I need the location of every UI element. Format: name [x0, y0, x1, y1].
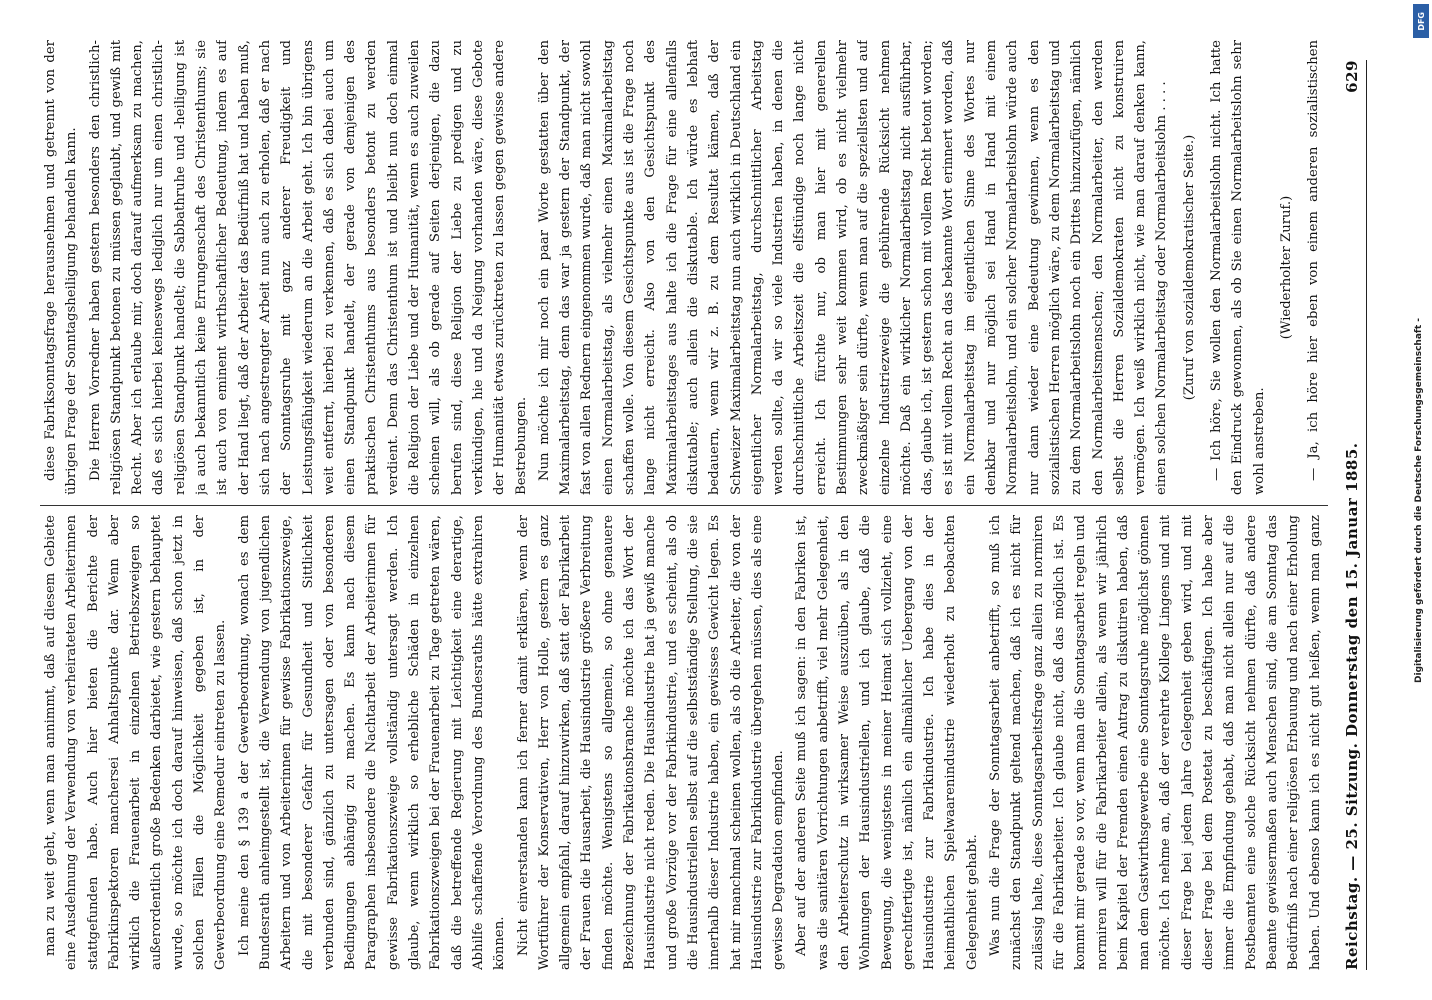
- paragraph: Nun möchte ich mir noch ein paar Worte gestatten über den Maximalarbeitstag, denn das war ja gestern der Standpunkt, der fast von allen Rednern eingenommen wurde, daß man nicht sowohl einen Normalarbeitstag, als vielmehr einen Maximalarbeitstag schaffen wolle. Von diesem Gesichtspunkte aus ist die Frage noch lange nicht erreicht. Also von den Gesichtspunkt des Maximalarbeitstages aus halte ich die Frage für eine allenfalls diskutable; auch allein die diskutable. Ich würde es lebhaft bedauern, wenn wir z. B. zu dem Resultat kämen, daß der Schweizer Maximalarbeitstag nun auch wirklich in Deutschland ein eigentlicher Normalarbeitstag, durchschnittlicher Arbeitstag werden sollte, da wir so viele Industrien haben, in denen die durchschnittliche Arbeitszeit die elfstündige noch lange nicht erreicht. Ich fürchte nur, ob man hier mit generellen Bestimmungen sehr weit kommen wird, ob es nicht vielmehr zweckmäßiger sein dürfte, wenn man auf die speziellsten und auf einzelne Industriezweige die gebührende Rücksicht nehmen möchte. Daß ein wirklicher Normalarbeitstag nicht ausführbar, das, glaube ich, ist gestern schon mit vollem Recht betont worden; es ist mit vollem Recht an das bekannte Wort erinnert worden, daß ein Normalarbeitstag im eigentlichen Sinne des Wortes nur denkbar und nur möglich sei Hand in Hand mit einem Normalarbeitslohn, und ein solcher Normalarbeitslohn würde auch nur dann wieder eine Bedeutung gewinnen, wenn es den sozialistischen Herren möglich wäre, zu dem Normalarbeitstag und zu dem Normalarbeitslohn noch ein Drittes hinzuzufügen, nämlich den Normalarbeitsmenschen; den Normalarbeiter, den werden selbst die Herren Sozialdemokraten nicht zu konstruiren vermögen. Ich weiß wirklich nicht, wie man darauf denken kann, einen solchen Normalarbeitstag oder Normalarbeitslohn . . . .: [536, 40, 1170, 495]
- page-number: 629: [1343, 60, 1361, 93]
- paragraph: man zu weit geht, wenn man annimmt, daß auf diesem Gebiete eine Ausdehnung der Verwendung von verheirateten Arbeiterinnen stattgefunden habe. Auch hier bieten die Berichte der Fabrikinspektoren manchersei Anhaltspunkte dar. Wenn aber wirklich die Frauenarbeit in einzelnen Betriebszweigen so außerordentlich große Bedenken darbietet, wie gestern behauptet wurde, so möchte ich doch darauf hinweisen, daß schon jetzt in solchen Fällen die Möglichkeit gegeben ist, in der Gewerbeordnung eine Remedur eintreten zu lassen.: [43, 515, 229, 970]
- running-header: [1338, 60, 1367, 970]
- digitization-note: Digitalisierung gefördert durch die Deutsche Forschungsgemeinschaft -: [1414, 317, 1424, 683]
- paragraph: diese Fabriksonntagsfrage herausnehmen und getrennt von der übrigen Frage der Sonntagsheiligung behandeln kann.: [43, 40, 80, 495]
- interjection: (Zuruf von sozialdemokratischer Seite.): [1181, 134, 1197, 401]
- paragraph: — Ja, ich höre hier eben von einem anderen sozialistischen: [1306, 40, 1322, 481]
- running-title: Reichstag. — 25. Sitzung. Donnerstag den 15. Januar 1885.: [1343, 442, 1361, 970]
- paragraph: — Ich höre, Sie wollen den Normalarbeitslohn nicht. Ich hatte den Eindruck gewonnen, als ob Sie einen Normalarbeitslohn sehr wohl anstreben.: [1209, 40, 1267, 495]
- column-divider: [40, 505, 1328, 506]
- paragraph: Die Herren Vorredner haben gestern besonders den christlich-religiösen Standpunkt betonen zu müssen geglaubt, und gewiß mit Recht. Aber ich erlaube mir, doch darauf aufmerksam zu machen, daß es sich hierbei keineswegs lediglich nur um einen christlich-religiösen Standpunkt handelt; die Sabbathruhe und -heiligung ist ja auch bekanntlich keine Errungenschaft des Christenthums; sie ist auch von eminent wirthschaftlicher Bedeutung, indem es auf der Hand liegt, daß der Arbeiter das Bedürfniß hat und haben muß, sich nach angestrengter Arbeit nun auch zu erholen, daß er nach der Sonntagsruhe mit ganz anderer Freudigkeit und Leistungsfähigkeit wiederum an die Arbeit geht. Ich bin übrigens weit entfernt, hierbei zu verkennen, daß es sich dabei auch um einen Standpunkt handelt, der gerade von demjenigen des praktischen Christenthums aus besonders betont zu werden verdient. Denn das Christenthum ist und bleibt nun doch einmal die Religion der Liebe und der Humanität, wenn es auch zuweilen scheinen will, als ob gerade auf Seiten derjenigen, die dazu berufen sind, diese Religion der Liebe zu predigen und zu verkündigen, hie und da Neigung vorhanden wäre, diese Gebote der Humanität etwas zurücktreten zu lassen gegen gewisse andere Bestrebungen.: [87, 40, 529, 495]
- dfg-logo-text: DFG: [1416, 11, 1426, 31]
- paragraph: Nicht einverstanden kann ich ferner damit erklären, wenn der Wortführer der Konservativen, Herr von Holle, gestern es ganz allgemein empfahl, darauf hinzuwirken, daß statt der Fabrikarbeit der Frauen die Hausarbeit, die Hausindustrie größere Verbreitung finden möchte. Wenigstens so allgemein, so ohne genauere Bezeichnung der Fabrikationsbranche möchte ich das Wort der Hausindustrie nicht reden. Die Hausindustrie hat ja gewiß manche und große Vorzüge vor der Fabrikindustrie, und es scheint, als ob die Hausindustriellen selbst auf die selbstständige Stellung, die sie innerhalb dieser Industrie haben, ein gewisses Gewicht legen. Es hat mir manchmal scheinen wollen, als ob die Arbeiter, die von der Hausindustrie zur Fabrikindustrie übergehen müssen, dies als eine gewisse Degradation empfinden.: [515, 515, 787, 970]
- digitization-footer: [1410, 0, 1428, 1000]
- right-column: [40, 40, 1328, 495]
- interjection: (Wiederholter Zuruf.): [1278, 195, 1294, 340]
- paragraph: Was nun die Frage der Sonntagsarbeit anbetrifft, so muß ich zunächst den Standpunkt geltend machen, daß ich es nicht für zulässig halte, diese Sonntagsarbeitsfrage ganz allein zu normiren für die Fabrikarbeiter. Ich glaube nicht, daß das möglich ist. Es kommt mir gerade so vor, wenn man die Sonntagsarbeit regeln und normiren will für die Fabrikarbeiter allein, als wenn wir jährlich beim Kapitel der Fremden einen Antrag zu diskutiren haben, daß man dem Gastwirthsgewerbe eine Sonntagsruhe möglichst gönnen möchte. Ich nehme an, daß der verehrte Kollege Lingens und mit dieser Frage bei jedem Jahre Gelegenheit geben wird, und mit dieser Frage bei dem Postetat zu beschäftigen. Ich habe aber immer die Empfindung gehabt, daß man nicht allein nur auf die Postbeamten eine solche Rücksicht nehmen dürfte, daß andere Beamte gewissermaßen auch Menschen sind, die am Sonntag das Bedürfniß nach einer religiösen Erbauung und nach einer Erholung haben. Und ebenso kann ich es nicht gut heißen, wenn man ganz: [988, 515, 1323, 970]
- paragraph: Ich meine den § 139 a der Gewerbeordnung, wonach es dem Bundesrath anheimgestellt ist, die Verwendung von jugendlichen Arbeitern und von Arbeiterinnen für gewisse Fabrikationszweige, die mit besonderer Gefahr für Gesundheit und Sittlichkeit verbunden sind, gänzlich zu untersagen oder von besonderen Bedingungen abhängig zu machen. Es kann nach diesem Paragraphen insbesondere die Nachtarbeit der Arbeiterinnen für gewisse Fabrikationszweige vollständig untersagt werden. Ich glaube, wenn wirklich so erhebliche Schäden in einzelnen Fabrikationszweigen bei der Frauenarbeit zu Tage getreten wären, daß die betreffende Regierung mit Leichtigkeit eine derartige, Abhilfe schaffende Verordnung des Bundesraths hätte extrahiren können.: [236, 515, 508, 970]
- paragraph: Aber auf der anderen Seite muß ich sagen: in den Fabriken ist, was die sanitären Vorrichtungen anbetrifft, viel mehr Gelegenheit, den Arbeiterschutz in wirksamer Weise auszuüben, als in den Wohnungen der Hausindustriellen, und ich glaube, daß die Bewegung, die wenigstens in meiner Heimat sich vollzieht, eine gerechtfertigte ist, nämlich ein allmählicher Uebergang von der Hausindustrie zur Fabrikindustrie. Ich habe dies in der heimathlichen Spielwaarenindustrie wiederholt zu beobachten Gelegenheit gehabt.: [794, 515, 980, 970]
- left-column: [40, 515, 1328, 970]
